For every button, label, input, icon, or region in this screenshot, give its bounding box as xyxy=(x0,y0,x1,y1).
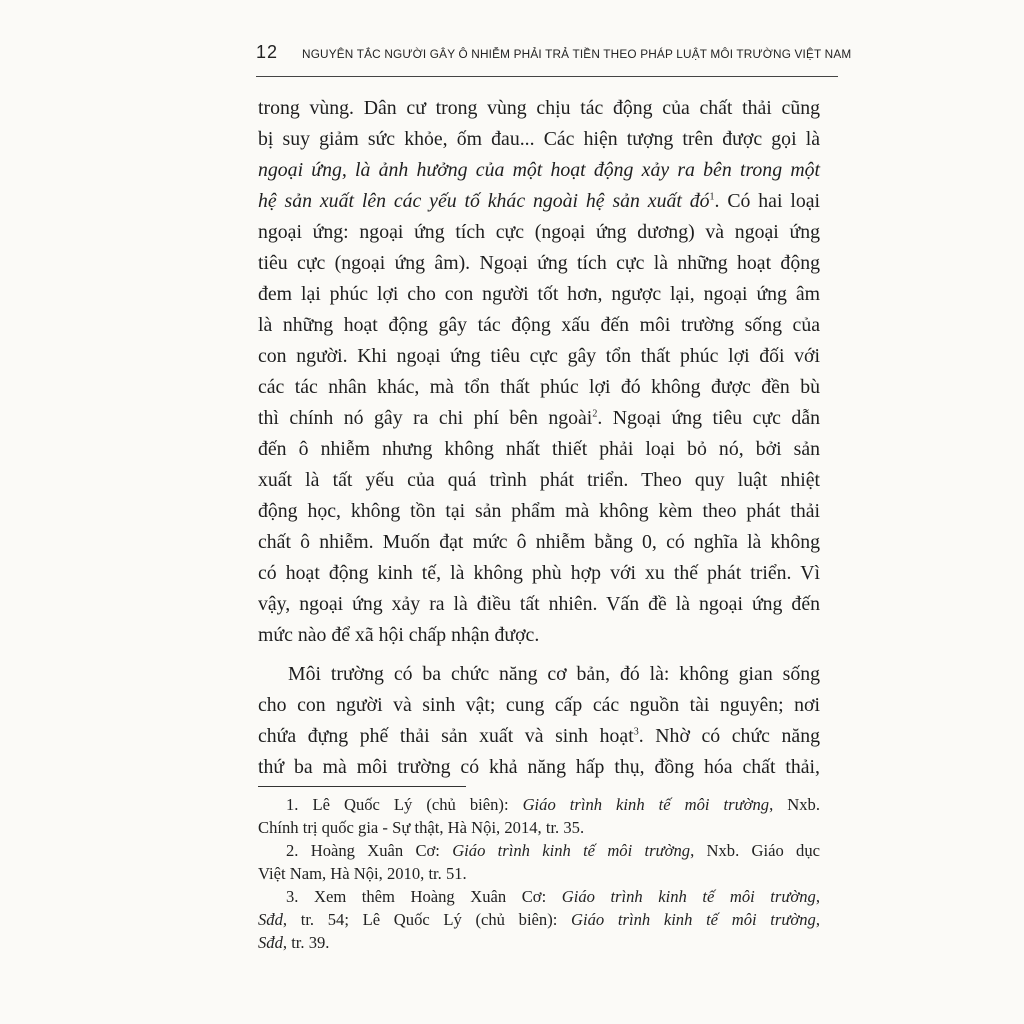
footnote-line xyxy=(258,839,820,862)
paragraph-1 xyxy=(258,93,820,651)
abbrev: Sđd xyxy=(258,910,283,929)
footnotes xyxy=(258,793,820,954)
footnote-line xyxy=(258,931,820,954)
text-line: Môi trường có ba chức năng cơ bản, đó là: không gian sống xyxy=(288,663,820,685)
abbrev: Sđd xyxy=(258,933,283,952)
footnote-1 xyxy=(258,793,820,839)
text-line: vậy, ngoại ứng xảy ra là điều tất nhiên. Vấn đề là ngoại ứng đến xyxy=(258,593,820,615)
text-line: chất ô nhiễm. Muốn đạt mức ô nhiễm bằng 0, có nghĩa là không xyxy=(258,531,820,553)
text-span: , xyxy=(815,887,820,906)
text-span: , Nxb. xyxy=(769,795,820,814)
text-span: . Nhờ có chức năng xyxy=(638,725,820,747)
text-line: xuất là tất yếu của quá trình phát triển. Theo quy luật nhiệt xyxy=(258,469,820,491)
text-line: động học, không tồn tại sản phẩm mà không kèm theo phát thải xyxy=(258,500,820,522)
footnote-line: Chính trị quốc gia - Sự thật, Hà Nội, 2014, tr. 35. xyxy=(258,818,585,837)
text-span: , Nxb. Giáo dục xyxy=(690,841,820,860)
text-line xyxy=(258,186,820,217)
paragraph-2 xyxy=(258,659,820,783)
footnote-line: Việt Nam, Hà Nội, 2010, tr. 51. xyxy=(258,864,467,883)
text-line: cho con người và sinh vật; cung cấp các nguồn tài nguyên; nơi xyxy=(258,694,820,716)
text-line: tiêu cực (ngoại ứng âm). Ngoại ứng tích cực là những hoạt động xyxy=(258,252,820,274)
text-line: bị suy giảm sức khỏe, ốm đau... Các hiện tượng trên được gọi là xyxy=(258,128,820,150)
text-span: , tr. 39. xyxy=(282,933,330,952)
text-line xyxy=(258,403,820,434)
text-span: thì chính nó gây ra chi phí bên ngoài xyxy=(258,407,593,429)
footnote-line xyxy=(258,793,820,816)
text-span: . Ngoại ứng tiêu cực dẫn xyxy=(597,407,820,429)
footnote-line xyxy=(258,885,820,908)
text-line: có hoạt động kinh tế, là không phù hợp với xu thế phát triển. Vì xyxy=(258,562,820,584)
text-line xyxy=(258,721,820,752)
footnote-2 xyxy=(258,839,820,885)
running-header xyxy=(256,42,852,63)
text-line: mức nào để xã hội chấp nhận được. xyxy=(258,624,540,646)
text-line: đem lại phúc lợi cho con người tốt hơn, ngược lại, ngoại ứng âm xyxy=(258,283,820,305)
text-span: , xyxy=(815,910,820,929)
text-line: các tác nhân khác, mà tổn thất phúc lợi đó không được đền bù xyxy=(258,376,820,398)
footnote-ref-2: 2 xyxy=(592,408,598,420)
text-span: 1. Lê Quốc Lý (chủ biên): xyxy=(286,795,523,814)
book-title: Giáo trình kinh tế môi trường xyxy=(452,841,691,860)
text-line: thứ ba mà môi trường có khả năng hấp thụ, đồng hóa chất thải, xyxy=(258,756,820,778)
footnote-line xyxy=(258,908,820,931)
text-span: 3. Xem thêm Hoàng Xuân Cơ: xyxy=(286,887,562,906)
running-title: NGUYÊN TẮC NGƯỜI GÂY Ô NHIỄM PHẢI TRẢ TIỀN THEO PHÁP LUẬT MÔI TRƯỜNG VIỆT NAM xyxy=(302,47,852,61)
text-line: ngoại ứng, là ảnh hưởng của một hoạt động xảy ra bên trong một xyxy=(258,159,820,181)
book-title: Giáo trình kinh tế môi trường xyxy=(522,795,770,814)
text-line: trong vùng. Dân cư trong vùng chịu tác động của chất thải cũng xyxy=(258,97,820,119)
text-line: là những hoạt động gây tác động xấu đến môi trường sống của xyxy=(258,314,820,336)
footnote-rule xyxy=(258,786,466,787)
text-span: , tr. 54; Lê Quốc Lý (chủ biên): xyxy=(282,910,572,929)
text-span: 2. Hoàng Xuân Cơ: xyxy=(286,841,453,860)
text-line: con người. Khi ngoại ứng tiêu cực gây tổn thất phúc lợi đối với xyxy=(258,345,820,367)
text-line: ngoại ứng: ngoại ứng tích cực (ngoại ứng dương) và ngoại ứng xyxy=(258,221,820,243)
book-title: Giáo trình kinh tế môi trường xyxy=(561,887,816,906)
footnote-ref-3: 3 xyxy=(633,726,639,738)
page-number: 12 xyxy=(256,42,279,62)
body-text xyxy=(258,93,820,783)
book-title: Giáo trình kinh tế môi trường xyxy=(571,910,816,929)
footnote-ref-1: 1 xyxy=(709,191,715,203)
italic-definition: hệ sản xuất lên các yếu tố khác ngoài hệ sản xuất đó xyxy=(258,190,710,212)
text-span: . Có hai loại xyxy=(714,190,820,212)
text-line: đến ô nhiễm nhưng không nhất thiết phải loại bỏ nó, bởi sản xyxy=(258,438,820,460)
text-span: chứa đựng phế thải sản xuất và sinh hoạt xyxy=(258,725,634,747)
header-rule xyxy=(256,76,838,77)
footnote-3 xyxy=(258,885,820,954)
